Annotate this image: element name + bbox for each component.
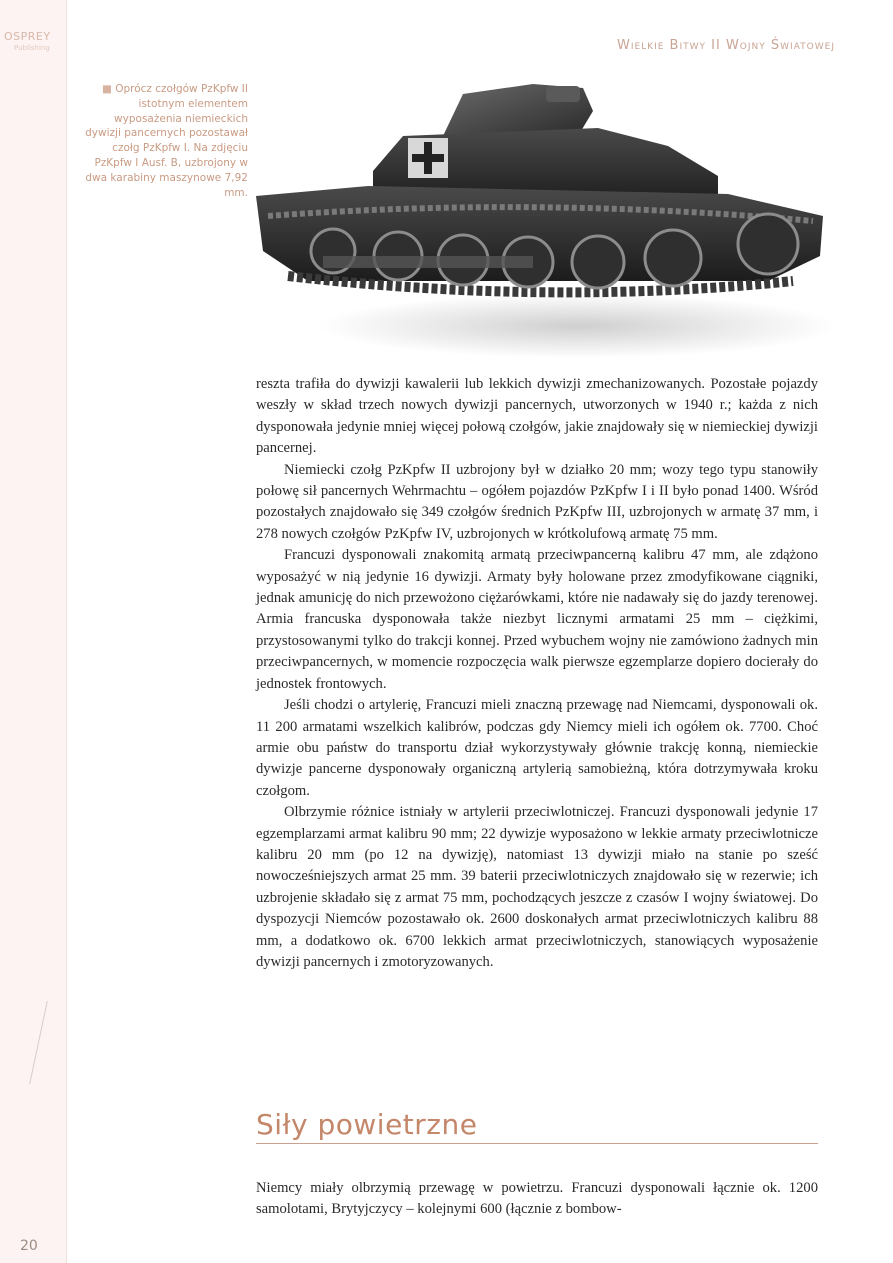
paragraph: Francuzi dysponowali znakomitą armatą przeciwpancerną kalibru 47 mm, ale zdążono wyposażyć w nią jedynie 16 dywizji. Armaty były holowane przez zmodyfikowane ciągniki, jednak amunicję do nich przewożono ciężarówkami, które nie nadawały się do jazdy terenowej. Armia francuska dysponowała także niezbyt licznymi armatami 25 mm – ciężkimi, przystosowanymi tylko do trakcji konnej. Przed wybuchem wojny nie zamówiono żadnych min przeciwpancernych, w momencie rozpoczęcia walk pierwsze egzemplarze dopiero docierały do jednostek frontowych.: [256, 547, 818, 692]
paragraph: reszta trafiła do dywizji kawalerii lub lekkich dywizji zmechanizowanych. Pozostałe pojazdy weszły w skład trzech nowych dywizji pancernych, utworzonych w 1940 r.; każda z nich dysponowała jedynie mniej więcej połową czołgów, jakie znajdowały się w niemieckiej dywizji pancernej.: [256, 376, 818, 457]
paragraph: Niemcy miały olbrzymią przewagę w powietrzu. Francuzi dysponowali łącznie ok. 1200 samolotami, Brytyjczycy – kolejnymi 600 (łącznie z bombow-: [256, 1180, 818, 1218]
paragraph: Olbrzymie różnice istniały w artylerii przeciwlotniczej. Francuzi dysponowali jedynie 17 egzemplarzami armat kalibru 90 mm; 22 dywizje wyposażono w lekkie armaty przeciwlotnicze kalibru 20 mm (po 12 na dywizję), natomiast 13 dywizji miało na stanie po sześć nowocześniejszych armat 25 mm. 39 baterii przeciwlotniczych znajdowało się w rezerwie; ich uzbrojenie składało się z armat 75 mm, pochodzących jeszcze z czasów I wojny światowej. Do dyspozycji Niemców pozostawało ok. 2600 doskonałych armat przeciwlotniczych kalibru 88 mm, a dodatkowo ok. 6700 lekkich armat przeciwlotniczych, stanowiących wyposażenie dywizji pancernych i zmotoryzowanych.: [256, 804, 818, 970]
section-body: [256, 1178, 818, 1221]
turret-hatch: [546, 86, 580, 102]
page-number: 20: [20, 1238, 38, 1254]
paragraph: Niemiecki czołg PzKpfw II uzbrojony był w działko 20 mm; wozy tego typu stanowiły połowę sił pancernych Wehrmachtu – ogółem pojazdów PzKpfw I i II było ponad 1400. Wśród pozostałych znajdowało się 349 czołgów średnich PzKpfw III, uzbrojonych w armatę 37 mm, i 278 nowych czołgów PzKpfw IV, uzbrojonych w krótkolufową armatę 75 mm.: [256, 461, 818, 542]
caption-text: Oprócz czołgów PzKpfw II istotnym elementem wyposażenia niemieckich dywizji pancernych pozostawał czołg PzKpfw I. Na zdjęciu PzKpfw I Ausf. B, uzbrojony w dwa karabiny maszynowe 7,92 mm.: [85, 83, 248, 199]
tank-photo: [248, 76, 833, 361]
paragraph: Jeśli chodzi o artylerię, Francuzi mieli znaczną przewagę nad Niemcami, dysponowali ok. 11 200 armatami wszelkich kalibrów, podczas gdy Niemcy mieli ich ogółem ok. 7700. Choć armie obu państw do transportu dział wykorzystywały głównie trakcję konną, niemieckie dywizje pancerne dysponowały organiczną artylerią samobieżną, która dotrzymywała kroku czołgom.: [256, 697, 818, 799]
running-head: Wielkie Bitwy II Wojny Światowej: [616, 38, 835, 53]
section-heading: Siły powietrzne: [256, 1108, 818, 1144]
photo-caption: [76, 82, 248, 200]
article-body: [256, 374, 818, 973]
caption-bullet-icon: ■: [101, 83, 112, 95]
ground-shadow: [318, 294, 833, 358]
page-margin-strip: [0, 0, 67, 1263]
suspension-beam: [323, 256, 533, 268]
publisher-logo: OSPREY: [4, 30, 51, 43]
publisher-imprint: Publishing: [14, 44, 50, 52]
